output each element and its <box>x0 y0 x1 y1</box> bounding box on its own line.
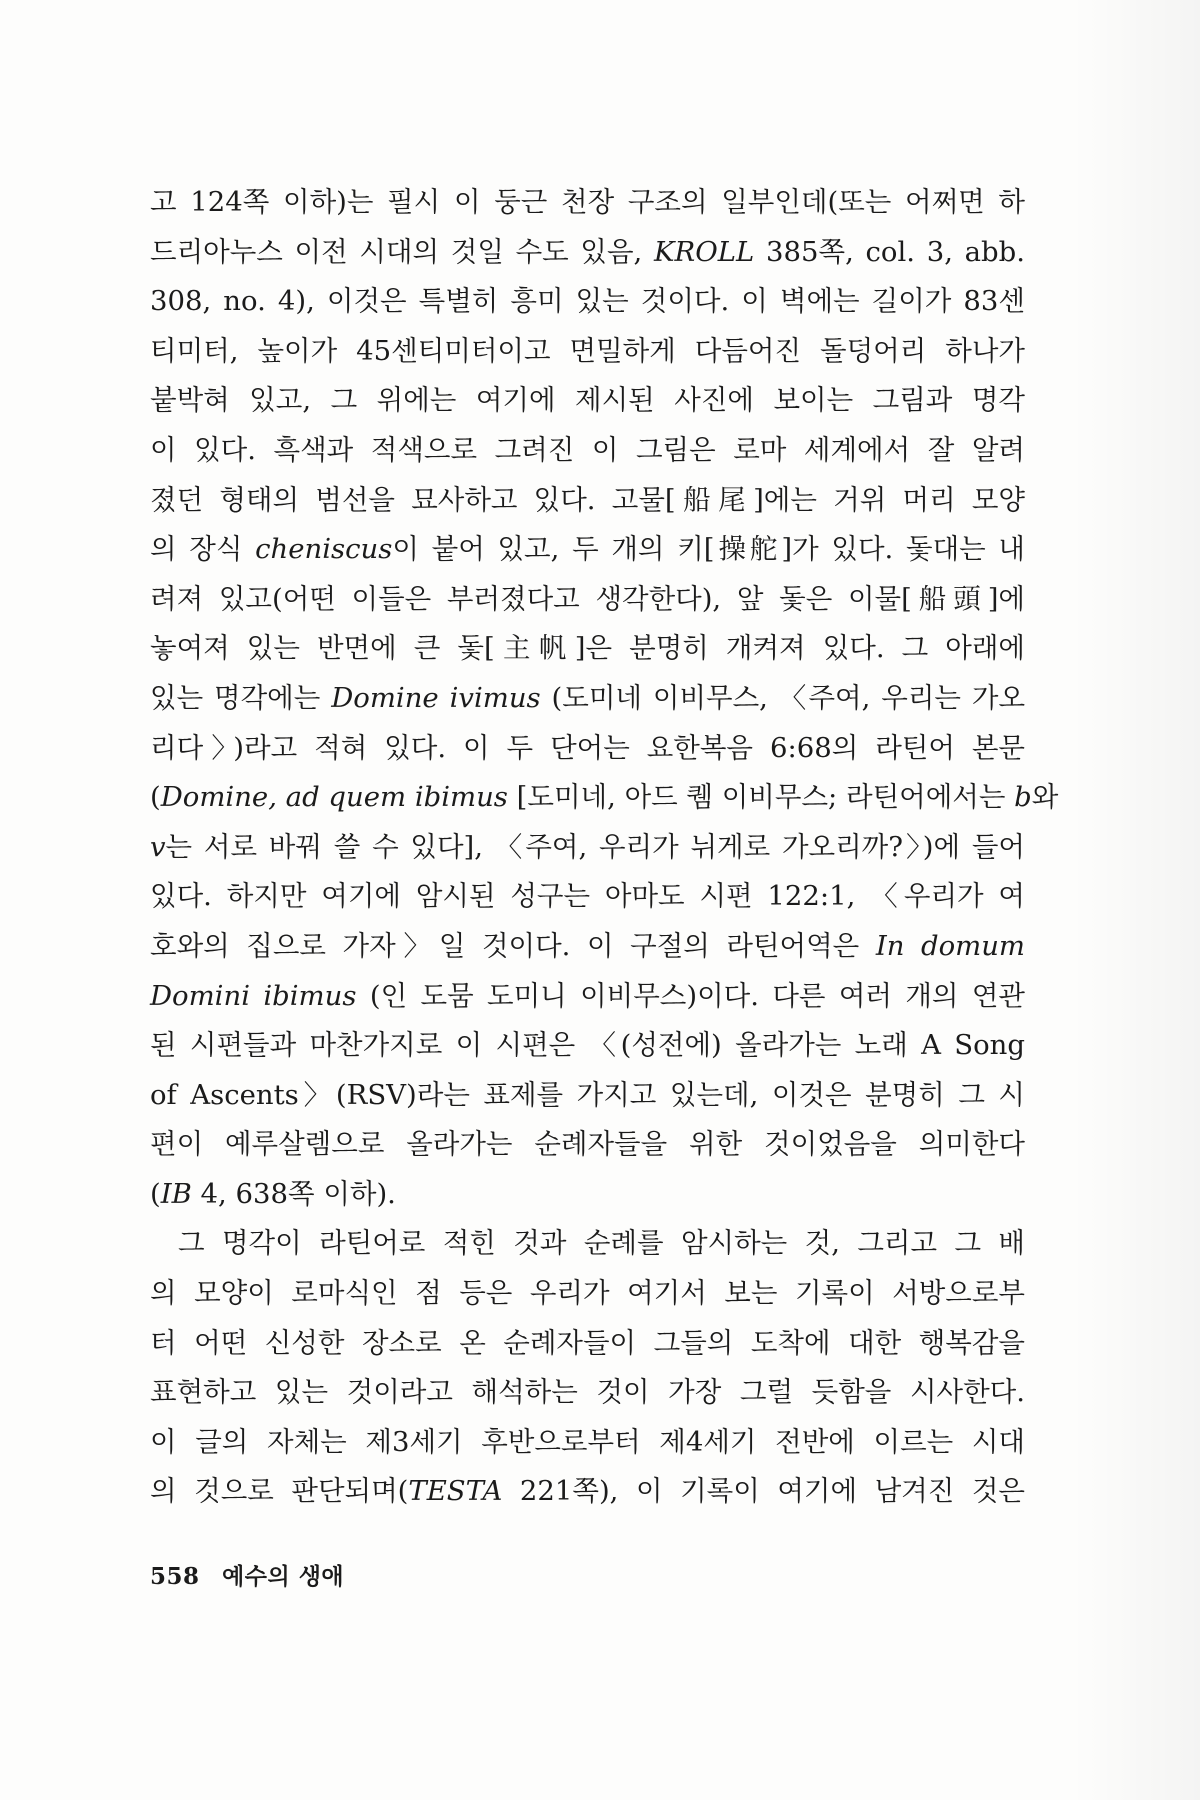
text-line: 의 모양이 로마식인 점 등은 우리가 여기서 보는 기록이 서방으로부 <box>150 1277 1025 1310</box>
text-line: 있다. 하지만 여기에 암시된 성구는 아마도 시편 122:1, 〈우리가 여 <box>150 880 1025 913</box>
text-line: 드리아누스 이전 시대의 것일 수도 있음, KROLL 385쪽, col. 3, abb. <box>150 235 1026 268</box>
text-line: 터 어떤 신성한 장소로 온 순례자들이 그들의 도착에 대한 행복감을 <box>150 1326 1025 1359</box>
text-line: 호와의 집으로 가자〉일 것이다. 이 구절의 라틴어역은 In domum <box>150 929 1026 962</box>
text-line: 졌던 형태의 범선을 묘사하고 있다. 고물[船尾]에는 거위 머리 모양 <box>150 483 1025 516</box>
text-line: 놓여져 있는 반면에 큰 돛[主帆]은 분명히 개켜져 있다. 그 아래에 <box>150 632 1025 665</box>
text-line: of Ascents〉(RSV)라는 표제를 가지고 있는데, 이것은 분명히 그 시 <box>150 1078 1025 1111</box>
running-title: 예수의 생애 <box>222 1563 345 1590</box>
text-line: 의 것으로 판단되며(TESTA 221쪽), 이 기록이 여기에 남겨진 것은 <box>150 1475 1025 1508</box>
text-line: 표현하고 있는 것이라고 해석하는 것이 가장 그럴 듯함을 시사한다. <box>150 1376 1025 1409</box>
text-line: 리다〉)라고 적혀 있다. 이 두 단어는 요한복음 6:68의 라틴어 본문 <box>150 731 1025 764</box>
scan-shadow <box>1070 0 1200 1800</box>
text-line: 이 있다. 흑색과 적색으로 그려진 이 그림은 로마 세계에서 잘 알려 <box>150 433 1025 466</box>
text-line: 있는 명각에는 Domine ivimus (도미네 이비무스, 〈주여, 우리는 가오 <box>150 681 1026 714</box>
page-number: 558 <box>150 1563 200 1590</box>
text-line: 티미터, 높이가 45센티미터이고 면밀하게 다듬어진 돌덩어리 하나가 <box>150 334 1025 367</box>
text-line: Domini ibimus (인 도뭄 도미니 이비무스)이다. 다른 여러 개의 연관 <box>150 979 1025 1012</box>
text-line: 된 시편들과 마찬가지로 이 시편은 〈(성전에) 올라가는 노래 A Song <box>150 1029 1025 1062</box>
text-line: 의 장식 cheniscus이 붙어 있고, 두 개의 키[操舵]가 있다. 돛대는 내 <box>150 533 1025 566</box>
text-line: 고 124쪽 이하)는 필시 이 둥근 천장 구조의 일부인데(또는 어쩌면 하 <box>150 186 1025 218</box>
text-line: 이 글의 자체는 제3세기 후반으로부터 제4세기 전반에 이르는 시대 <box>150 1425 1025 1458</box>
text-line: v는 서로 바꿔 쓸 수 있다], 〈주여, 우리가 뉘게로 가오리까?〉)에 들어 <box>150 830 1025 863</box>
text-line: (Domine, ad quem ibimus [도미네, 아드 퀨 이비무스; 라틴어에서는 b와 <box>150 781 1059 814</box>
text-line: 편이 예루살렘으로 올라가는 순례자들을 위한 것이었음을 의미한다 <box>150 1128 1025 1161</box>
text-line: 308, no. 4), 이것은 특별히 흥미 있는 것이다. 이 벽에는 길이가 83센 <box>150 285 1025 318</box>
text-line: 려져 있고(어떤 이들은 부러졌다고 생각한다), 앞 돛은 이물[船頭]에 <box>150 582 1025 615</box>
text-line: (IB 4, 638쪽 이하). <box>150 1177 396 1210</box>
body-text <box>150 178 1059 1517</box>
page-footer <box>150 1558 344 1591</box>
paragraph-start-line: 그 명각이 라틴어로 적힌 것과 순례를 암시하는 것, 그리고 그 배 <box>178 1227 1025 1260</box>
text-line: 붙박혀 있고, 그 위에는 여기에 제시된 사진에 보이는 그림과 명각 <box>150 384 1025 417</box>
